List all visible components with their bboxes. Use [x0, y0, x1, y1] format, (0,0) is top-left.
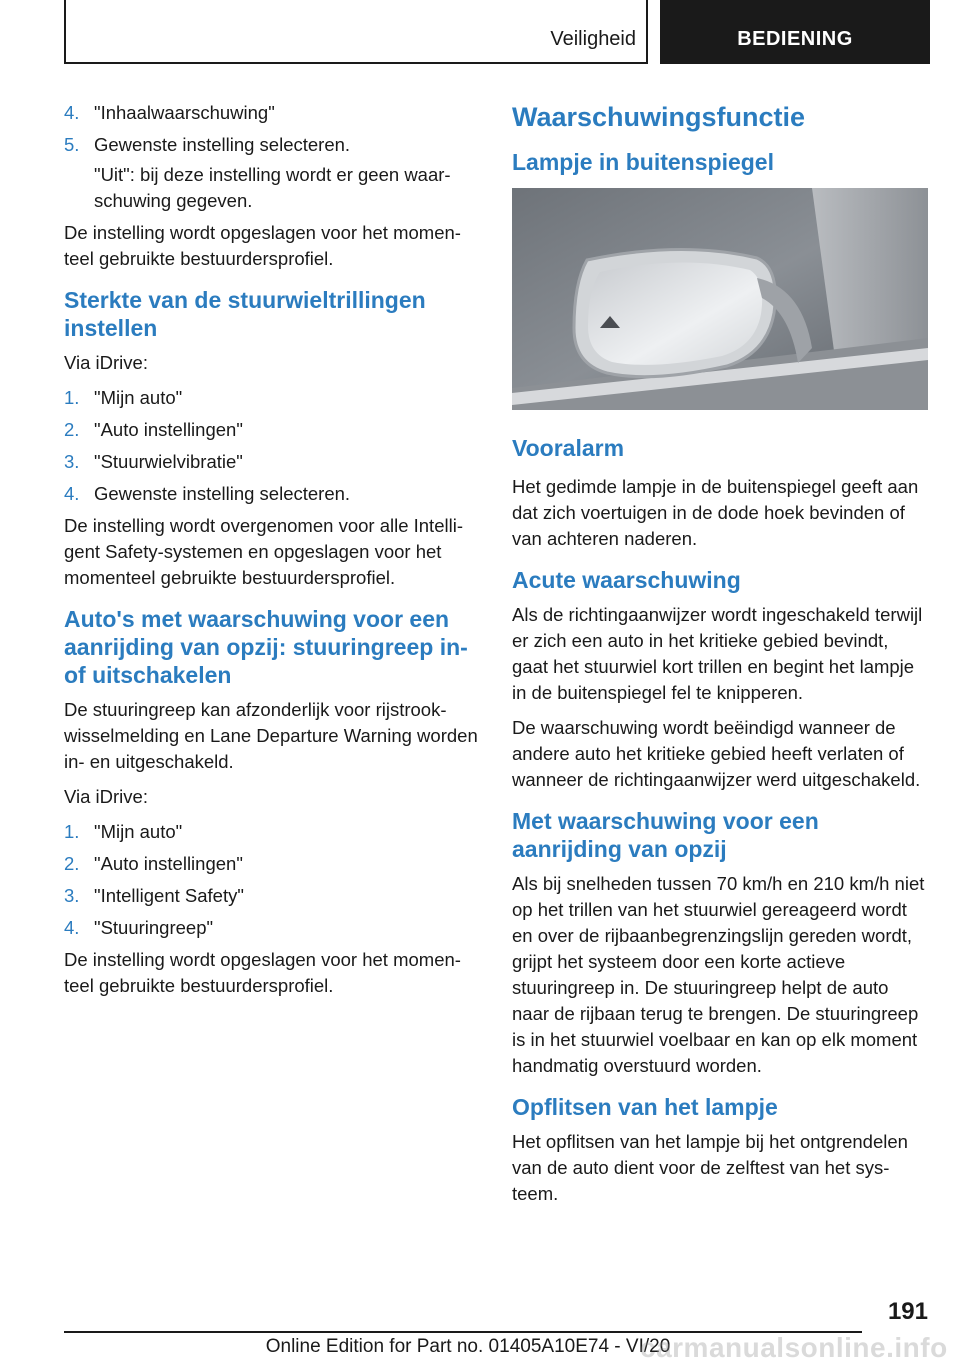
watermark: carmanualsonline.info [640, 1332, 948, 1363]
list-text: "Inhaalwaarschuwing" [94, 102, 275, 123]
paragraph: De instelling wordt overgenomen voor alle Intelligent Safety-systemen en opgeslagen voor het momenteel gebruikte bestuurdersprofiel. [64, 515, 463, 588]
list-text: Gewenste instelling selecteren. [94, 483, 351, 504]
list-text: Gewenste instelling selecteren. [94, 134, 351, 155]
paragraph: De instelling wordt opgeslagen voor het momenteel gebruikte bestuurdersprofiel. [64, 222, 461, 269]
heading-mirror-lamp: Lampje in buitenspiegel [512, 149, 774, 175]
list-item [64, 851, 478, 877]
via-idrive-label: Via iDrive: [64, 352, 148, 373]
list-number: 4. [64, 917, 80, 938]
heading-steering-intervention: Auto's met waarschuwing voor een aanrijding van opzij: stuuringreep in- of uitschakelen [64, 606, 468, 688]
side-mirror-image [512, 188, 928, 410]
heading-acute-warning: Acute waarschuwing [512, 567, 741, 593]
list-number: 4. [64, 483, 80, 504]
list-item [64, 819, 478, 845]
heading-lamp-flash: Opflitsen van het lampje [512, 1094, 778, 1120]
header-chapter-tab [660, 0, 930, 64]
list-text: "Stuurwielvibratie" [94, 451, 243, 472]
heading-strength: Sterkte van de stuurwieltrillingen instellen [64, 287, 426, 341]
paragraph: Het opflitsen van het lampje bij het ontgrendelen van de auto dient voor de zelftest van het systeem. [512, 1131, 908, 1204]
mirror-illustration [512, 188, 928, 410]
list-number: 4. [64, 102, 80, 123]
list-item [64, 385, 478, 411]
list-number: 3. [64, 451, 80, 472]
list-item [64, 132, 478, 158]
list-text: "Intelligent Safety" [94, 885, 244, 906]
page-number: 191 [887, 1298, 928, 1325]
header-section-title: Veiligheid [550, 28, 636, 50]
right-column [512, 100, 928, 1216]
list-number: 2. [64, 419, 80, 440]
via-idrive-label: Via iDrive: [64, 786, 148, 807]
paragraph: Als de richtingaanwijzer wordt ingeschakeld terwijl er zich een auto in het kritieke gebied bevindt, gaat het stuurwiel kort trillen en begint het lampje in de buitenspiegel fel te knipperen. [512, 604, 923, 703]
steps-list-inhaal [64, 100, 478, 158]
list-text: "Stuuringreep" [94, 917, 214, 938]
list-item [64, 481, 478, 507]
header-rule-left [64, 0, 66, 64]
list-text: "Mijn auto" [94, 387, 183, 408]
list-text: "Auto instellingen" [94, 853, 243, 874]
footer-edition: Online Edition for Part no. 01405A10E74 - VI/20 [265, 1336, 671, 1357]
list-item [64, 915, 478, 941]
left-column [64, 100, 478, 1008]
list-text: "Auto instellingen" [94, 419, 243, 440]
list-number: 2. [64, 853, 80, 874]
steps-list-steering [64, 819, 478, 941]
heading-prealarm: Vooralarm [512, 435, 625, 461]
list-number: 1. [64, 821, 80, 842]
list-item [64, 883, 478, 909]
paragraph: Als bij snelheden tussen 70 km/h en 210 km/h niet op het trillen van het stuurwiel gereageerd wordt en over de rijbaanbegrenzingslijn gereden wordt, grijpt het systeem door een korte actieve stuuringreep in. De stuuringreep helpt de auto naar de rijbaan terug te brengen. De stuuringreep is in het stuurwiel voelbaar en kan op elk moment handmatig overstuurd worden. [512, 873, 925, 1076]
header-rule-divider [646, 0, 648, 64]
paragraph: De waarschuwing wordt beëindigd wanneer de andere auto het kritieke gebied heeft verlaten of wanneer de richtingaanwijzer werd uitgeschakeld. [512, 717, 921, 790]
list-item [64, 449, 478, 475]
list-number: 5. [64, 134, 80, 155]
paragraph: De stuuringreep kan afzonderlijk voor rijstrookwisselmelding en Lane Departure Warning worden in- en uitgeschakeld. [64, 699, 478, 772]
list-note: "Uit": bij deze instelling wordt er geen waarschuwing gegeven. [94, 164, 451, 211]
list-number: 3. [64, 885, 80, 906]
header-rule-bottom [64, 62, 648, 64]
paragraph: Het gedimde lampje in de buitenspiegel geeft aan dat zich voertuigen in de dode hoek bevinden of van achteren naderen. [512, 476, 919, 549]
heading-side-collision: Met waarschuwing voor een aanrijding van opzij [512, 808, 819, 862]
steps-list-strength [64, 385, 478, 507]
page-header [0, 0, 960, 66]
list-item [64, 100, 478, 126]
header-chapter-title: BEDIENING [737, 28, 853, 50]
list-item [64, 417, 478, 443]
list-number: 1. [64, 387, 80, 408]
list-text: "Mijn auto" [94, 821, 183, 842]
paragraph: De instelling wordt opgeslagen voor het momenteel gebruikte bestuurdersprofiel. [64, 949, 461, 996]
heading-warning-function: Waarschuwingsfunctie [512, 102, 806, 132]
